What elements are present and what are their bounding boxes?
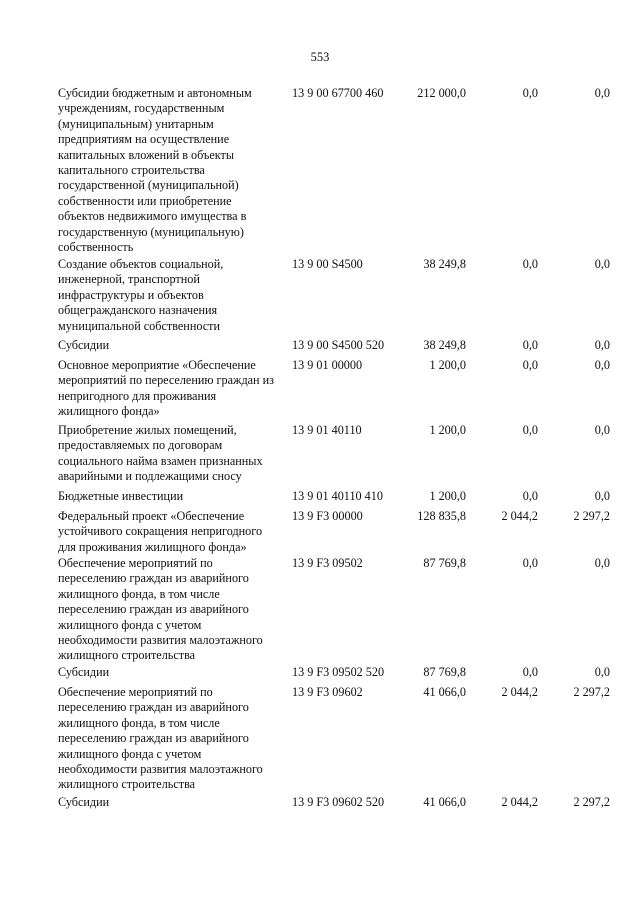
table-row (0, 86, 640, 257)
row-code: 13 9 01 00000 (292, 358, 363, 372)
row-amount-1: 1 200,0 (429, 489, 466, 503)
table-row (0, 665, 640, 685)
row-name: Создание объектов социальной, инженерной, транспортной инфраструктуры и объектов общегражданского назначения муниципальной собственности (58, 257, 224, 333)
row-amount-1: 87 769,8 (423, 556, 466, 570)
row-code: 13 9 F3 00000 (292, 509, 363, 523)
table-row (0, 358, 640, 423)
row-code: 13 9 00 S4500 (292, 257, 363, 271)
table-row (0, 257, 640, 338)
row-name: Обеспечение мероприятий по переселению граждан из аварийного жилищного фонда, в том числе переселению граждан из аварийного жилищного фонда с учетом необходимости развития малоэтажного жилищного строительства (58, 685, 263, 792)
row-amount-1: 87 769,8 (423, 665, 466, 679)
row-amount-1: 1 200,0 (429, 423, 466, 437)
table-row (0, 338, 640, 358)
row-amount-3: 0,0 (594, 358, 610, 372)
row-amount-2: 0,0 (522, 423, 538, 437)
row-amount-2: 2 044,2 (501, 795, 538, 809)
row-amount-2: 0,0 (522, 257, 538, 271)
row-amount-1: 1 200,0 (429, 358, 466, 372)
row-amount-2: 0,0 (522, 338, 538, 352)
row-amount-3: 0,0 (594, 489, 610, 503)
row-amount-3: 0,0 (594, 665, 610, 679)
row-amount-2: 0,0 (522, 489, 538, 503)
table-row (0, 556, 640, 665)
row-code: 13 9 F3 09502 520 (292, 665, 385, 679)
row-amount-3: 0,0 (594, 338, 610, 352)
row-code: 13 9 F3 09602 520 (292, 795, 385, 809)
row-amount-3: 2 297,2 (573, 509, 610, 523)
row-name: Основное мероприятие «Обеспечение мероприятий по переселению граждан из непригодного для проживания жилищного фонда» (58, 358, 274, 419)
row-code: 13 9 01 40110 410 (292, 489, 383, 503)
table-row (0, 685, 640, 795)
row-amount-1: 41 066,0 (423, 795, 466, 809)
row-code: 13 9 00 67700 460 (292, 86, 384, 100)
row-name: Обеспечение мероприятий по переселению граждан из аварийного жилищного фонда, в том числе переселению граждан из аварийного жилищного фонда с учетом необходимости развития малоэтажного жилищного строительства (58, 556, 263, 663)
row-code: 13 9 00 S4500 520 (292, 338, 385, 352)
row-amount-2: 2 044,2 (501, 685, 538, 699)
row-amount-1: 212 000,0 (417, 86, 466, 100)
row-amount-3: 0,0 (594, 86, 610, 100)
row-amount-1: 38 249,8 (423, 257, 466, 271)
page-number: 553 (310, 50, 330, 64)
budget-table (0, 86, 640, 815)
table-row (0, 423, 640, 489)
table-row (0, 795, 640, 815)
row-amount-1: 38 249,8 (423, 338, 466, 352)
row-amount-2: 0,0 (522, 86, 538, 100)
row-amount-2: 0,0 (522, 665, 538, 679)
row-amount-3: 2 297,2 (573, 795, 610, 809)
table-row (0, 509, 640, 556)
row-name: Субсидии (58, 665, 110, 679)
row-name: Субсидии бюджетным и автономным учреждениям, государственным (муниципальным) унитарным предприятиям на осуществление капитальных вложений в объекты капитального строительства государственной (муниципальной) собственности или приобретение объектов недвижимого имущества в государственную (муниципальную) собственность (58, 86, 252, 255)
row-name: Субсидии (58, 338, 110, 352)
row-amount-3: 0,0 (594, 257, 610, 271)
row-amount-2: 0,0 (522, 358, 538, 372)
row-amount-3: 2 297,2 (573, 685, 610, 699)
row-amount-1: 128 835,8 (417, 509, 466, 523)
row-name: Федеральный проект «Обеспечение устойчивого сокращения непригодного для проживания жилищного фонда» (58, 509, 263, 554)
row-amount-2: 2 044,2 (501, 509, 538, 523)
row-name: Субсидии (58, 795, 110, 809)
row-name: Приобретение жилых помещений, предоставляемых по договорам социального найма взамен признанных аварийными и подлежащими сносу (58, 423, 263, 484)
table-row (0, 489, 640, 509)
row-amount-2: 0,0 (522, 556, 538, 570)
row-code: 13 9 F3 09602 (292, 685, 363, 699)
row-amount-1: 41 066,0 (423, 685, 466, 699)
row-name: Бюджетные инвестиции (58, 489, 184, 503)
row-amount-3: 0,0 (594, 423, 610, 437)
row-code: 13 9 F3 09502 (292, 556, 363, 570)
row-code: 13 9 01 40110 (292, 423, 362, 437)
row-amount-3: 0,0 (594, 556, 610, 570)
